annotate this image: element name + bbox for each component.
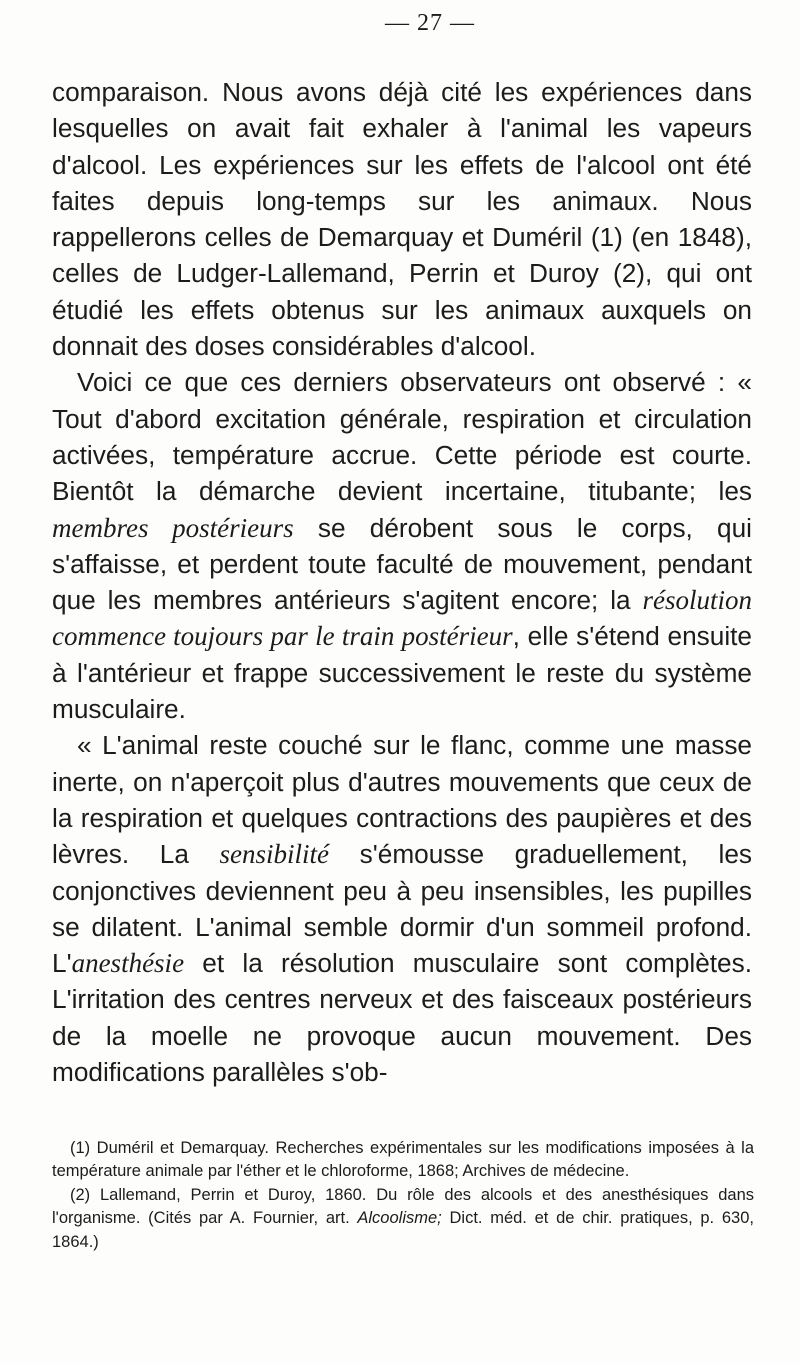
body-text [52,74,752,1090]
text-run: et la résolution musculaire sont complètes. L'irritation des centres nerveux et des faisceaux postérieurs de la moelle ne provoque aucun mouvement. Des modifications parallèles s'ob- [52,948,752,1088]
text-run: se dérobent sous le corps, qui s'affaisse, et perdent toute faculté de mouvement, pendant que les membres antérieurs s'agitent encore; la [52,512,752,616]
italic-text: sensibilité [219,839,330,870]
paragraph [52,727,752,1090]
page-number: — 27 — [385,10,475,36]
text-run: Voici ce que ces derniers observateurs ont observé : « Tout d'abord excitation générale, respiration et circulation activées, température accrue. Cette période est courte. Bientôt la démarche devient incertaine, titubante; les [52,367,752,507]
text-run: Dict. méd. et de chir. pratiques, p. 630, 1864.) [52,1209,754,1251]
footnote [52,1137,754,1184]
italic-text: anesthésie [71,948,185,979]
text-run: « L'animal reste couché sur le flanc, comme une masse inerte, on n'aperçoit plus d'autres mouvements que ceux de la respiration et quelques contractions des paupières et des lèvres. La [52,730,752,870]
footnote [52,1184,754,1254]
footnotes [52,1137,754,1254]
text-run: s'émousse graduellement, les conjonctives deviennent peu à peu insensibles, les pupilles se dilatent. L'animal semble dormir d'un sommeil profond. L' [52,839,752,979]
text-run: , elle s'étend ensuite à l'antérieur et frappe successivement le reste du système musculaire. [52,621,752,725]
italic-text: membres postérieurs [52,512,294,543]
paragraph [52,364,752,727]
text-run: (2) Lallemand, Perrin et Duroy, 1860. Du rôle des alcools et des anesthésiques dans l'organisme. (Cités par A. Fournier, art. [52,1185,754,1228]
text-run: comparaison. Nous avons déjà cité les expériences dans lesquelles on avait fait exhaler à l'animal les vapeurs d'alcool. Les expériences sur les effets de l'alcool ont été faites depuis long-temps sur les animaux. Nous rappellerons celles de Demarquay et Duméril (1) (en 1848), celles de Ludger-Lallemand, Perrin et Duroy (2), qui ont étudié les effets obtenus sur les animaux auxquels on donnait des doses considérables d'alcool. [52,77,752,362]
italic-text: Alcoolisme; [357,1209,450,1228]
text-run: (1) Duméril et Demarquay. Recherches expérimentales sur les modifications imposées à la température animale par l'éther et le chloroforme, 1868; Archives de médecine. [52,1139,754,1181]
italic-text: résolution commence toujours par le train postérieur [52,585,752,652]
paragraph [52,74,752,364]
